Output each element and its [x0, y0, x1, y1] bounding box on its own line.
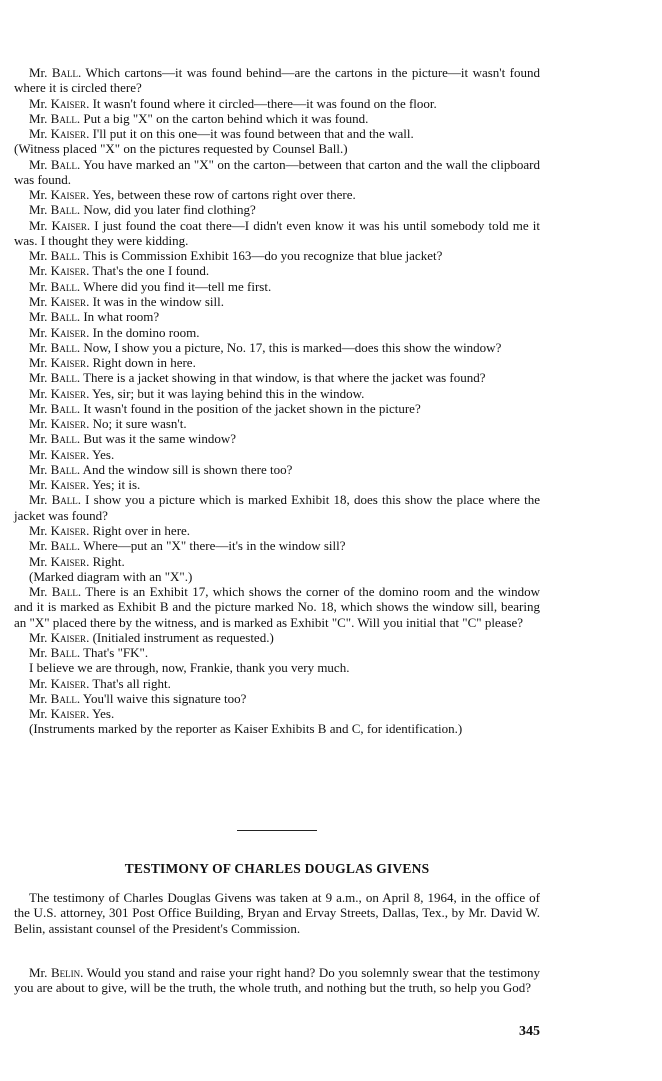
- statement-text: But was it the same window?: [80, 431, 237, 447]
- statement-text: (Initialed instrument as requested.): [89, 629, 274, 645]
- statement-text: Which cartons—it was found behind—are the cartons in the picture—it wasn't found where it is circled there?: [14, 65, 540, 96]
- transcript-line: [14, 676, 540, 691]
- speaker-name: Ball.: [51, 492, 82, 508]
- stage-direction: [14, 141, 540, 156]
- statement-text: I believe we are through, now, Frankie, thank you very much.: [29, 660, 350, 676]
- speaker-title: Mr.: [29, 278, 48, 294]
- statement-text: There is an Exhibit 17, which shows the corner of the domino room and the window and it is marked as Exhibit B and the picture marked No. 18, which shows the window sill, bearing an "X" placed there by the witness, and is marked as Exhibit "C". Will you initial that "C" please?: [14, 584, 540, 630]
- page-number: 345: [519, 1024, 540, 1039]
- speaker-title: Mr.: [29, 522, 48, 538]
- speaker-title: Mr.: [29, 309, 48, 325]
- statement-text: It was in the window sill.: [89, 293, 224, 309]
- transcript-line: [14, 477, 540, 492]
- transcript-line: [14, 96, 540, 111]
- transcript-line: [14, 157, 540, 188]
- belin-statement: [14, 965, 540, 996]
- statement-text: Would you stand and raise your right hand? Do you solemnly swear that the testimony you are about to give, will be the truth, the whole truth, and nothing but the truth, so help you God?: [14, 965, 540, 996]
- speaker-title: Mr.: [29, 263, 48, 279]
- speaker-title: Mr.: [29, 385, 48, 401]
- speaker-title: Mr.: [29, 400, 48, 416]
- section-divider: [237, 830, 317, 831]
- speaker-title: Mr.: [29, 553, 48, 569]
- statement-text: This is Commission Exhibit 163—do you recognize that blue jacket?: [80, 248, 443, 264]
- speaker-name: Ball.: [50, 278, 81, 294]
- transcript-line: [14, 630, 540, 645]
- statement-text: (Witness placed "X" on the pictures requested by Counsel Ball.): [14, 141, 348, 157]
- speaker-name: Ball.: [50, 370, 81, 386]
- transcript-line: [14, 538, 540, 553]
- transcript-line: [14, 294, 540, 309]
- speaker-name: Ball.: [50, 309, 81, 325]
- transcript-line: [14, 691, 540, 706]
- statement-text: That's "FK".: [80, 645, 149, 661]
- speaker-name: Ball.: [50, 110, 81, 126]
- speaker-title: Mr.: [29, 370, 48, 386]
- statement-text: That's all right.: [89, 675, 171, 691]
- statement-text: Yes, sir; but it was laying behind this in the window.: [89, 385, 365, 401]
- statement-text: Now, did you later find clothing?: [80, 202, 256, 218]
- speaker-title: Mr.: [29, 339, 48, 355]
- statement-text: You'll waive this signature too?: [80, 690, 247, 706]
- speaker-name: Kaiser.: [50, 446, 90, 462]
- statement-text: In what room?: [80, 309, 160, 325]
- speaker-title: Mr.: [29, 461, 48, 477]
- speaker-name: Kaiser.: [50, 293, 90, 309]
- statement-text: I'll put it on this one—it was found between that and the wall.: [89, 126, 414, 142]
- speaker-title: Mr.: [29, 110, 48, 126]
- speaker-name: Kaiser.: [50, 385, 90, 401]
- speaker-title: Mr.: [29, 706, 48, 722]
- speaker-title: Mr.: [29, 65, 48, 80]
- speaker-name: Ball.: [50, 248, 81, 264]
- statement-text: Right down in here.: [89, 355, 196, 371]
- speaker-name: Ball.: [50, 461, 81, 477]
- transcript-line: [14, 309, 540, 324]
- transcript-line: [14, 401, 540, 416]
- transcript-line: [14, 65, 540, 96]
- statement-text: Right over in here.: [89, 522, 191, 538]
- speaker-name: Ball.: [50, 645, 81, 661]
- speaker-title: Mr.: [29, 477, 48, 493]
- statement-text: And the window sill is shown there too?: [80, 461, 293, 477]
- statement-text: Put a big "X" on the carton behind which it was found.: [80, 110, 369, 126]
- speaker-title: Mr.: [29, 492, 48, 508]
- speaker-title: Mr.: [29, 675, 48, 691]
- speaker-title: Mr.: [29, 293, 48, 309]
- speaker-title: Mr.: [29, 217, 48, 233]
- statement-text: No; it sure wasn't.: [89, 416, 187, 432]
- statement-text: You have marked an "X" on the carton—between that carton and the wall the clipboard was found.: [14, 156, 540, 187]
- transcript-line: [14, 431, 540, 446]
- speaker-title: Mr.: [29, 156, 48, 172]
- transcript-line: [14, 340, 540, 355]
- speaker-name: Ball.: [50, 690, 81, 706]
- transcript-line: [14, 355, 540, 370]
- speaker-title: Mr.: [29, 355, 48, 371]
- transcript-line: [14, 584, 540, 630]
- speaker-title: Mr.: [29, 95, 48, 111]
- speaker-title: Mr.: [29, 690, 48, 706]
- statement-text: In the domino room.: [89, 324, 200, 340]
- speaker-name: Kaiser.: [50, 477, 90, 493]
- transcript-line: [14, 462, 540, 477]
- statement-text: That's the one I found.: [89, 263, 210, 279]
- section-heading: TESTIMONY OF CHARLES DOUGLAS GIVENS: [124, 861, 430, 876]
- speaker-name: Kaiser.: [50, 416, 90, 432]
- stage-direction: [14, 660, 540, 675]
- transcript: [14, 65, 540, 737]
- statement-text: Where—put an "X" there—it's in the window sill?: [80, 538, 346, 554]
- transcript-line: [14, 492, 540, 523]
- speaker-title: Mr.: [29, 645, 48, 661]
- speaker-name: Kaiser.: [50, 522, 90, 538]
- transcript-line: [14, 706, 540, 721]
- statement-text: It wasn't found in the position of the jacket shown in the picture?: [80, 400, 421, 416]
- transcript-line: [14, 263, 540, 278]
- speaker-name: Kaiser.: [50, 187, 90, 203]
- speaker-name: Kaiser.: [50, 706, 90, 722]
- speaker-name: Ball.: [50, 400, 81, 416]
- speaker-name: Ball.: [50, 538, 81, 554]
- transcript-line: [14, 218, 540, 249]
- statement-text: Yes, between these row of cartons right over there.: [89, 187, 356, 203]
- speaker-title: Mr.: [29, 629, 48, 645]
- stage-direction: [14, 721, 540, 736]
- speaker-title: Mr.: [29, 187, 48, 203]
- speaker-title: Mr.: [29, 248, 48, 264]
- statement-text: I just found the coat there—I didn't even know it was his until somebody told me it was. I thought they were kidding.: [14, 217, 540, 248]
- statement-text: Now, I show you a picture, No. 17, this is marked—does this show the window?: [80, 339, 502, 355]
- statement-text: Yes; it is.: [89, 477, 141, 493]
- speaker-name: Kaiser.: [50, 355, 90, 371]
- statement-text: Right.: [89, 553, 125, 569]
- transcript-line: [14, 279, 540, 294]
- speaker-name: Kaiser.: [50, 95, 90, 111]
- transcript-line: [14, 447, 540, 462]
- transcript-line: [14, 370, 540, 385]
- speaker-title: Mr.: [29, 202, 48, 218]
- transcript-line: [14, 416, 540, 431]
- intro-paragraph: The testimony of Charles Douglas Givens was taken at 9 a.m., on April 8, 1964, in the office of the U.S. attorney, 301 Post Office Building, Bryan and Ervay Streets, Dallas, Tex., by Mr. David W. Belin, assistant counsel of the President's Commission.: [14, 890, 540, 936]
- transcript-line: [14, 645, 540, 660]
- transcript-line: [14, 386, 540, 401]
- speaker-title: Mr.: [29, 446, 48, 462]
- transcript-line: [14, 126, 540, 141]
- speaker-name: Ball.: [51, 584, 82, 600]
- speaker-name: Kaiser.: [50, 324, 90, 340]
- statement-text: Yes.: [89, 706, 115, 722]
- transcript-line: [14, 187, 540, 202]
- speaker-name: Ball.: [50, 202, 81, 218]
- speaker-name: Ball.: [51, 65, 82, 80]
- speaker-name: Kaiser.: [50, 629, 90, 645]
- speaker-title: Mr.: [29, 431, 48, 447]
- speaker-name: Kaiser.: [50, 126, 90, 142]
- transcript-line: [14, 111, 540, 126]
- speaker-title: Mr.: [29, 416, 48, 432]
- speaker-name: Kaiser.: [50, 675, 90, 691]
- statement-text: (Instruments marked by the reporter as Kaiser Exhibits B and C, for identification.): [29, 721, 463, 737]
- speaker-title: Mr.: [29, 126, 48, 142]
- transcript-line: [14, 523, 540, 538]
- statement-text: There is a jacket showing in that window, is that where the jacket was found?: [80, 370, 486, 386]
- statement-text: Where did you find it—tell me first.: [80, 278, 272, 294]
- transcript-line: [14, 325, 540, 340]
- speaker-title: Mr.: [29, 538, 48, 554]
- transcript-line: [14, 554, 540, 569]
- speaker-name: Kaiser.: [51, 217, 91, 233]
- statement-text: (Marked diagram with an "X".): [29, 568, 193, 584]
- speaker-name: Ball.: [50, 431, 81, 447]
- speaker-name: Belin.: [50, 965, 84, 980]
- statement-text: Yes.: [89, 446, 115, 462]
- speaker-name: Kaiser.: [50, 553, 90, 569]
- speaker-title: Mr.: [29, 965, 48, 980]
- speaker-name: Ball.: [50, 339, 81, 355]
- speaker-name: Ball.: [50, 156, 81, 172]
- stage-direction: [14, 569, 540, 584]
- transcript-line: [14, 248, 540, 263]
- speaker-title: Mr.: [29, 324, 48, 340]
- speaker-name: Kaiser.: [50, 263, 90, 279]
- transcript-line: [14, 202, 540, 217]
- statement-text: It wasn't found where it circled—there—it was found on the floor.: [89, 95, 437, 111]
- speaker-title: Mr.: [29, 584, 48, 600]
- statement-text: I show you a picture which is marked Exhibit 18, does this show the place where the jacket was found?: [14, 492, 540, 523]
